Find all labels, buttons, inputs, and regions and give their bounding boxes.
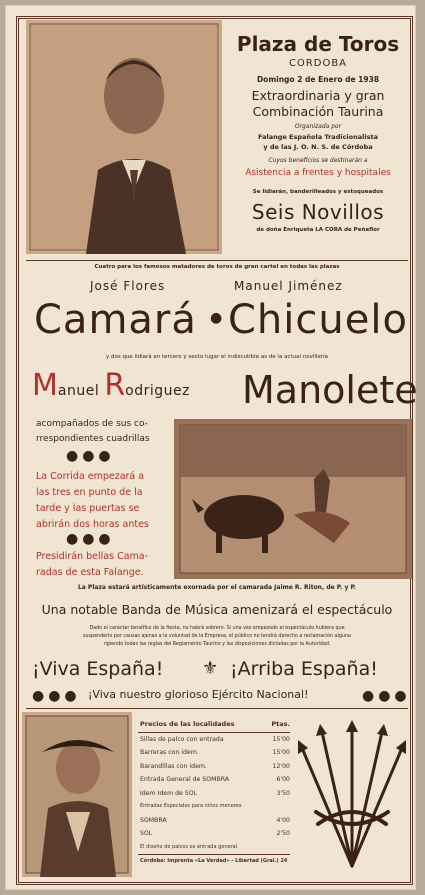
price-row (138, 814, 290, 828)
price-value: 15'00 (272, 735, 290, 743)
dot-ornament: ●●● (66, 531, 115, 547)
poster (6, 6, 418, 889)
first-name-2: Manuel Jiménez (234, 279, 343, 293)
initial-m: M (32, 368, 58, 403)
bullfight-photo (174, 419, 412, 579)
novillero-alias: Manolete (242, 368, 418, 412)
date-label: Domingo 2 de Enero de 1938 (256, 75, 380, 84)
printer-label: Córdoba: Imprenta «La Verdad» - Libertad (Gral.) 24 (140, 858, 288, 864)
price-table (138, 718, 290, 869)
benefit-label: Cuyos beneficios se destinarán a (268, 157, 368, 164)
price-value: 4'00 (276, 816, 290, 824)
matador-name-1: Camará (34, 297, 197, 343)
price-value: 12'00 (272, 762, 290, 770)
dot-ornament: ●●● (362, 688, 411, 704)
ejercito-line: ¡Viva nuestro glorioso Ejército Nacional! (88, 688, 309, 701)
divider (26, 260, 408, 261)
price-label: Sillas de palco con entrada (140, 735, 224, 743)
initial-r: R (104, 368, 126, 403)
price-label: Barandillas con idem. (140, 762, 207, 770)
price-row (138, 733, 290, 747)
portrait-photo (26, 20, 222, 254)
divider (26, 708, 408, 709)
cuadrillas-line-2: rrespondientes cuadrillas (36, 434, 150, 444)
organized-by: Organizada por (294, 123, 342, 130)
matador-name-2: Chicuelo (228, 297, 408, 343)
dot-ornament: ●●● (32, 688, 81, 704)
price-value: 3'50 (276, 789, 290, 797)
city-label: CORDOBA (288, 58, 348, 69)
start-line-3: tarde y las puertas se (36, 503, 140, 514)
price-label: Entradas Especiales para niños menores (140, 803, 242, 809)
price-label: Barreras con idem. (140, 749, 199, 756)
bulls-title: Seis Novillos (251, 200, 385, 224)
decor-note: La Plaza estará artísticamente exornada por el camarada Jaime R. Riton, de P. y P. (77, 584, 357, 591)
price-value: 2'50 (276, 830, 290, 837)
org-line-1: Falange Española Tradicionalista (258, 133, 378, 141)
start-line-2: las tres en punto de la (36, 487, 143, 498)
arriba-espana: ¡Arriba España! (230, 658, 378, 680)
price-row (138, 773, 290, 787)
price-row (138, 800, 290, 814)
presid-line-2: radas de esta Falange. (36, 567, 144, 578)
name-odriguez: odriguez (125, 383, 190, 399)
price-label: SOL (140, 830, 153, 837)
price-row (138, 760, 290, 774)
price-row (138, 827, 290, 841)
first-name-1: José Flores (90, 279, 166, 293)
bullfighter-photo (22, 712, 132, 877)
ranch-label: de doña Enriqueta LA CORA de Peñaflor (256, 227, 380, 233)
start-line-4: abrirán dos horas antes (36, 519, 149, 530)
novillero-full-name (32, 368, 190, 403)
org-line-2: y de las J. O. N. S. de Córdoba (263, 143, 373, 151)
lidia-note: Se lidiarán, banderilleados y estoqueados (252, 189, 384, 195)
printer-line (138, 854, 290, 869)
price-header-label: Precios de las localidades (140, 720, 235, 728)
fine-print-1: Dado el carácter benéfico de la fiesta, no habrá sobrero. Si una vez empezado el espectáculo hubiera que (89, 626, 345, 631)
price-value: 15'00 (272, 749, 290, 756)
price-label: Idem Idem de SOL (140, 789, 198, 797)
name-anuel: anuel (57, 383, 100, 399)
price-row (138, 841, 290, 855)
price-label: El diseño de palcos es entrada general (140, 843, 238, 850)
price-row (138, 746, 290, 760)
venue-title: Plaza de Toros (236, 32, 400, 56)
yoke-arrows-emblem-icon (296, 716, 408, 876)
shield-emblem-icon: ⚜ (202, 658, 219, 679)
cuadrillas-line-1: acompañados de sus co- (36, 419, 148, 429)
intro-note: Cuatro para los famosos matadores de toros de gran cartel en todas las plazas (94, 264, 340, 270)
price-row (138, 787, 290, 801)
between-note: y dos que lidiará en tercero y sexto lugar el indiscutible as de la actual novillería (105, 354, 328, 360)
price-table-header (138, 718, 290, 733)
band-line: Una notable Banda de Música amenizará el espectáculo (41, 602, 393, 617)
price-label: Entrada General de SOMBRA (140, 776, 229, 783)
price-value: 6'00 (276, 776, 290, 783)
viva-espana: ¡Viva España! (32, 658, 164, 680)
start-line-1: La Corrida empezará a (36, 471, 145, 482)
presid-line-1: Presidirán bellas Cama- (36, 551, 149, 562)
fine-print-3: rigiendo todas las reglas del Reglamento Taurino y las disposiciones dictadas por la Autoridad. (103, 642, 331, 647)
separator-dot: ● (210, 310, 223, 326)
price-label: SOMBRA (140, 816, 167, 824)
event-line-2: Combinación Taurina (252, 104, 384, 119)
destination-label: Asistencia a frentes y hospitales (245, 168, 391, 178)
event-line-1: Extraordinaria y gran (251, 88, 385, 103)
price-header-unit: Ptas. (271, 720, 290, 728)
fine-print-2: suspenderlo por causas ajenas a la voluntad de la Empresa, el público no tendrá derecho a reclamación alguna (83, 634, 351, 639)
dot-ornament: ●●● (66, 448, 115, 464)
